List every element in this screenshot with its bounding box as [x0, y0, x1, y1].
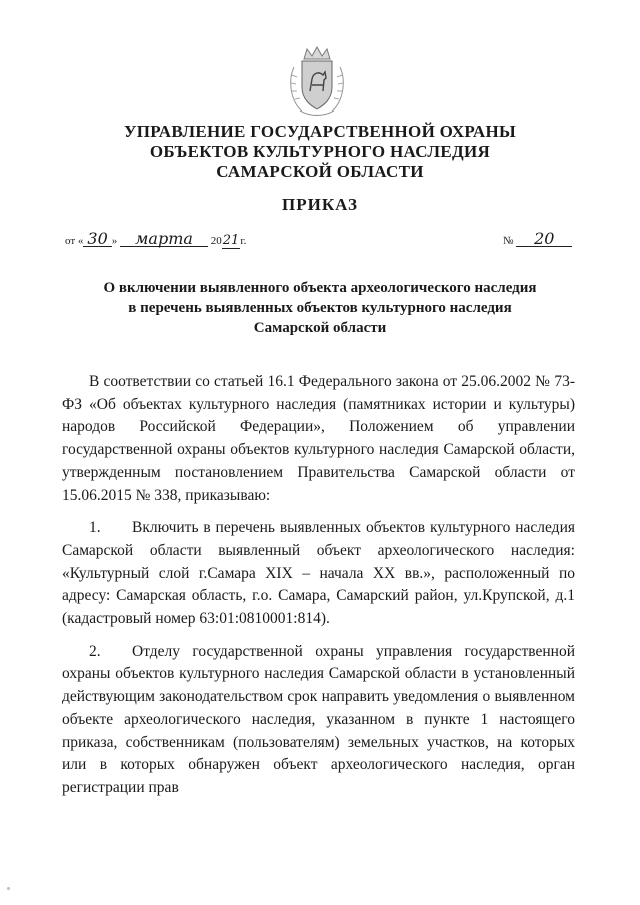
subject-line-1: О включении выявленного объекта археологического наследия — [103, 280, 537, 296]
coat-of-arms-icon — [286, 45, 348, 119]
item-text: Отделу государственной охраны управления государственной охраны объектов культурного наследия Самарской области в установленный действующим законодательством срок направить уведомления о выявленном объекте археологического наследия, указанном в пункте 1 настоящего приказа, собственникам (пользователям) земельных участков, на которых или в которых обнаружен объект археологического наследия, орган регистрации прав — [62, 642, 575, 796]
scan-speck — [7, 887, 10, 890]
number-value: 20 — [516, 232, 572, 247]
item-number: 1. — [89, 519, 101, 537]
item-text: Включить в перечень выявленных объектов культурного наследия Самарской области выявленный объект археологического наследия: «Культурный слой г.Самара XIX – начала XX вв.», расположенный по адресу: Самарская область, г.о. Самара, Самарский район, ул.Крупской, д.1 (кадастровый номер 63:01:0810001:814). — [62, 519, 575, 628]
date-prefix: от « — [65, 235, 84, 247]
date-suffix: г. — [240, 235, 247, 247]
date-year-suffix: 21 — [222, 233, 240, 248]
document-type-title: ПРИКАЗ — [282, 195, 358, 214]
date-year-prefix: 20 — [210, 235, 222, 247]
order-body — [62, 371, 575, 800]
order-number — [503, 229, 572, 248]
number-label: № — [503, 235, 514, 247]
header-line-2: ОБЪЕКТОВ КУЛЬТУРНОГО НАСЛЕДИЯ — [149, 142, 491, 161]
preamble-paragraph: В соответствии со статьей 16.1 Федерального закона от 25.06.2002 № 73-ФЗ «Об объектах культурного наследия (памятниках истории и культуры) народов Российской Федерации», Положением об управлении государственной охраны объектов культурного наследия Самарской области, утвержденным постановлением Правительства Самарской области от 15.06.2015 № 338, приказываю: — [62, 373, 575, 504]
order-item-1 — [62, 517, 575, 631]
header-line-1: УПРАВЛЕНИЕ ГОСУДАРСТВЕННОЙ ОХРАНЫ — [123, 122, 517, 141]
order-item-2 — [62, 641, 575, 800]
date-month: марта — [120, 232, 208, 247]
order-subject — [0, 278, 640, 338]
header-line-3: САМАРСКОЙ ОБЛАСТИ — [216, 162, 424, 181]
subject-line-3: Самарской области — [253, 320, 387, 336]
order-date — [65, 229, 247, 249]
date-mid: » — [111, 235, 118, 247]
date-day: 30 — [83, 232, 111, 247]
subject-line-2: в перечень выявленных объектов культурного наследия — [128, 300, 512, 316]
item-number: 2. — [89, 642, 101, 660]
